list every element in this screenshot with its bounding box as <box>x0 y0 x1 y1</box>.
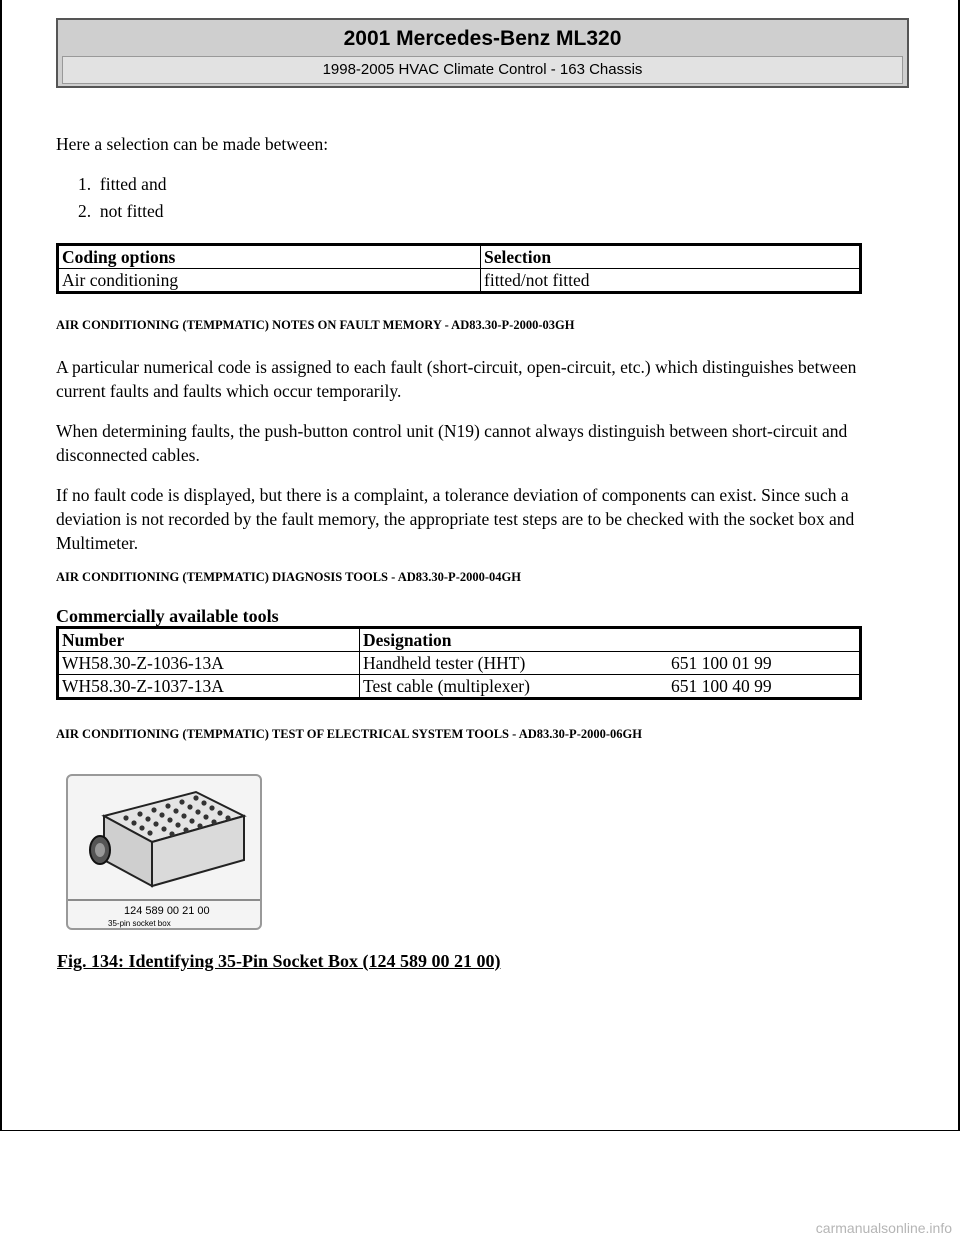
paragraph-tolerance: If no fault code is displayed, but there is a complaint, a tolerance deviation of components can exist. Since such a deviation is not recorded by the fault memory, the appropriate test steps are to be checked with the socket box and Multimeter. <box>56 485 855 553</box>
subheading-commercial-tools: Commercially available tools <box>56 606 279 626</box>
diagnosis-tools-table <box>56 626 862 700</box>
intro-text: Here a selection can be made between: <box>56 134 329 154</box>
list-item-2: 2. not fitted <box>78 201 164 221</box>
socket-box-figure <box>66 774 262 930</box>
document-header <box>56 18 909 88</box>
table-row <box>58 269 861 293</box>
section-heading-diagnosis-tools: AIR CONDITIONING (TEMPMATIC) DIAGNOSIS TOOLS - AD83.30-P-2000-04GH <box>56 570 521 584</box>
table-cell: WH58.30-Z-1036-13A <box>58 652 360 675</box>
list-item-1: 1. fitted and <box>78 174 167 194</box>
coding-options-table <box>56 243 862 294</box>
list-item-text: fitted and <box>99 174 167 194</box>
table-row <box>58 652 861 675</box>
figure-label: 35-pin socket box <box>108 919 171 928</box>
section-heading-test-tools: AIR CONDITIONING (TEMPMATIC) TEST OF ELECTRICAL SYSTEM TOOLS - AD83.30-P-2000-06GH <box>56 727 642 741</box>
section-heading-fault-memory: AIR CONDITIONING (TEMPMATIC) NOTES ON FAULT MEMORY - AD83.30-P-2000-03GH <box>56 318 575 332</box>
table-cell: Handheld tester (HHT) <box>360 652 669 675</box>
header-subtitle: 1998-2005 HVAC Climate Control - 163 Chassis <box>62 56 903 84</box>
table-header-cell: Coding options <box>58 245 481 269</box>
table-cell: fitted/not fitted <box>481 269 861 293</box>
page-border-left <box>0 0 2 1130</box>
table-cell: 651 100 01 99 <box>668 652 861 675</box>
page-bottom-line <box>0 1130 960 1131</box>
watermark: carmanualsonline.info <box>815 1220 952 1236</box>
paragraph-determining-faults: When determining faults, the push-button control unit (N19) cannot always distinguish between short-circuit and disconnected cables. <box>56 421 848 465</box>
table-header-cell: Selection <box>481 245 861 269</box>
table-row <box>58 675 861 699</box>
table-header-row <box>58 245 861 269</box>
figure-part-number: 124 589 00 21 00 <box>124 905 210 917</box>
socket-box-illustration-icon <box>68 776 260 928</box>
figure-caption-link[interactable]: Fig. 134: Identifying 35-Pin Socket Box (124 589 00 21 00) <box>57 951 501 971</box>
table-cell: 651 100 40 99 <box>668 675 861 699</box>
paragraph-fault-codes: A particular numerical code is assigned to each fault (short-circuit, open-circuit, etc.) which distinguishes between current faults and faults which occur temporarily. <box>56 357 857 401</box>
table-cell: Test cable (multiplexer) <box>360 675 669 699</box>
table-header-cell: Designation <box>360 628 861 652</box>
table-cell: Air conditioning <box>58 269 481 293</box>
table-cell: WH58.30-Z-1037-13A <box>58 675 360 699</box>
table-header-cell: Number <box>58 628 360 652</box>
table-header-row <box>58 628 861 652</box>
header-title: 2001 Mercedes-Benz ML320 <box>64 26 901 52</box>
list-item-text: not fitted <box>99 201 164 221</box>
